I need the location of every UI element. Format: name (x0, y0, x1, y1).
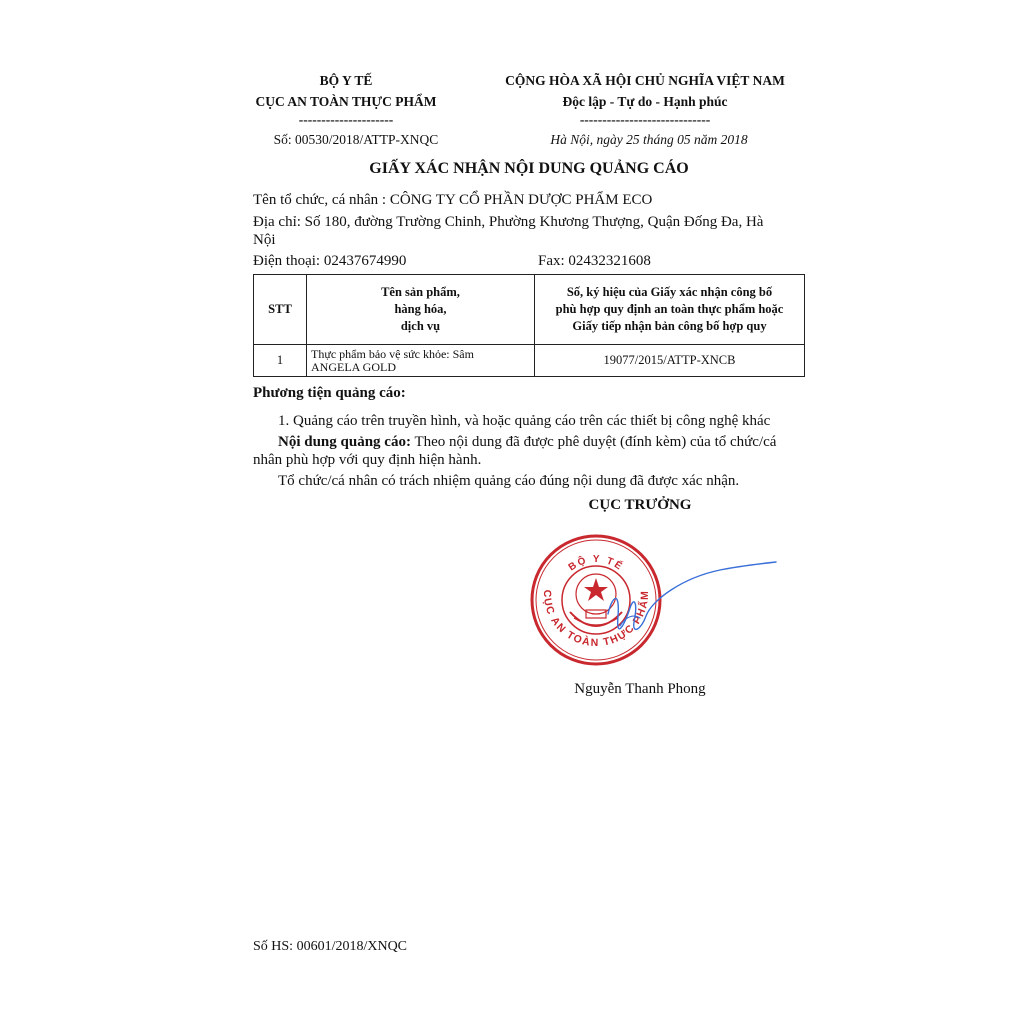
content-text: Theo nội dung đã được phê duyệt (đính kèm) của tổ chức/cá (410, 434, 777, 450)
header-stt: STT (254, 275, 307, 345)
document-number: Số: 00530/2018/ATTP-XNQC (273, 132, 439, 147)
media-heading: Phương tiện quảng cáo: (253, 385, 406, 401)
product-table (253, 274, 805, 377)
department-name: CỤC AN TOÀN THỰC PHẨM (255, 94, 437, 109)
responsibility-note: Tổ chức/cá nhân có trách nhiệm quảng cáo đúng nội dung đã được xác nhận. (278, 473, 740, 489)
content-label: Nội dung quảng cáo: (278, 434, 411, 450)
media-item: 1. Quảng cáo trên truyền hình, và hoặc quảng cáo trên các thiết bị công nghệ khác (278, 413, 771, 429)
national-motto: Độc lập - Tự do - Hạnh phúc (562, 94, 728, 109)
left-divider: --------------------- (298, 112, 394, 127)
organization-name: Tên tổ chức, cá nhân : CÔNG TY CỔ PHẦN DƯỢC PHẨM ECO (253, 192, 653, 208)
signer-name: Nguyễn Thanh Phong (574, 681, 706, 697)
organization-phone: Điện thoại: 02437674990 (253, 253, 407, 269)
issue-date: Hà Nội, ngày 25 tháng 05 năm 2018 (550, 132, 748, 147)
header-product: Tên sản phẩm, hàng hóa, dịch vụ (307, 275, 535, 345)
content-line (278, 434, 776, 451)
country-name: CỘNG HÒA XÃ HỘI CHỦ NGHĨA VIỆT NAM (505, 73, 785, 88)
ministry-name: BỘ Y TẾ (319, 73, 373, 88)
row-product: Thực phẩm bảo vệ sức khỏe: Sâm ANGELA GOLD (307, 345, 535, 377)
table-row (254, 345, 805, 377)
content-line-cont: nhân phù hợp với quy định hiện hành. (253, 452, 482, 468)
header-certificate: Số, ký hiệu của Giấy xác nhận công bố phù hợp quy định an toàn thực phẩm hoặc Giấy tiếp nhận bản công bố hợp quy (535, 275, 805, 345)
handwritten-signature-icon (590, 556, 780, 656)
file-number: Số HS: 00601/2018/XNQC (253, 939, 408, 954)
organization-fax: Fax: 02432321608 (538, 253, 651, 269)
row-certificate: 19077/2015/ATTP-XNCB (535, 345, 805, 377)
stamp-ring-text: CỤC AN TOÀN THỰC PHẨM (540, 589, 652, 650)
right-divider: ----------------------------- (579, 112, 711, 127)
table-header-row (254, 275, 805, 345)
organization-address: Địa chỉ: Số 180, đường Trường Chinh, Phường Khương Thượng, Quận Đống Đa, Hà (253, 214, 764, 230)
stamp-top-text: BỘ Y TẾ (566, 553, 626, 574)
signer-title: CỤC TRƯỞNG (588, 497, 692, 513)
organization-address-cont: Nội (253, 232, 276, 248)
document-title: GIẤY XÁC NHẬN NỘI DUNG QUẢNG CÁO (369, 160, 689, 177)
row-stt: 1 (254, 345, 307, 377)
